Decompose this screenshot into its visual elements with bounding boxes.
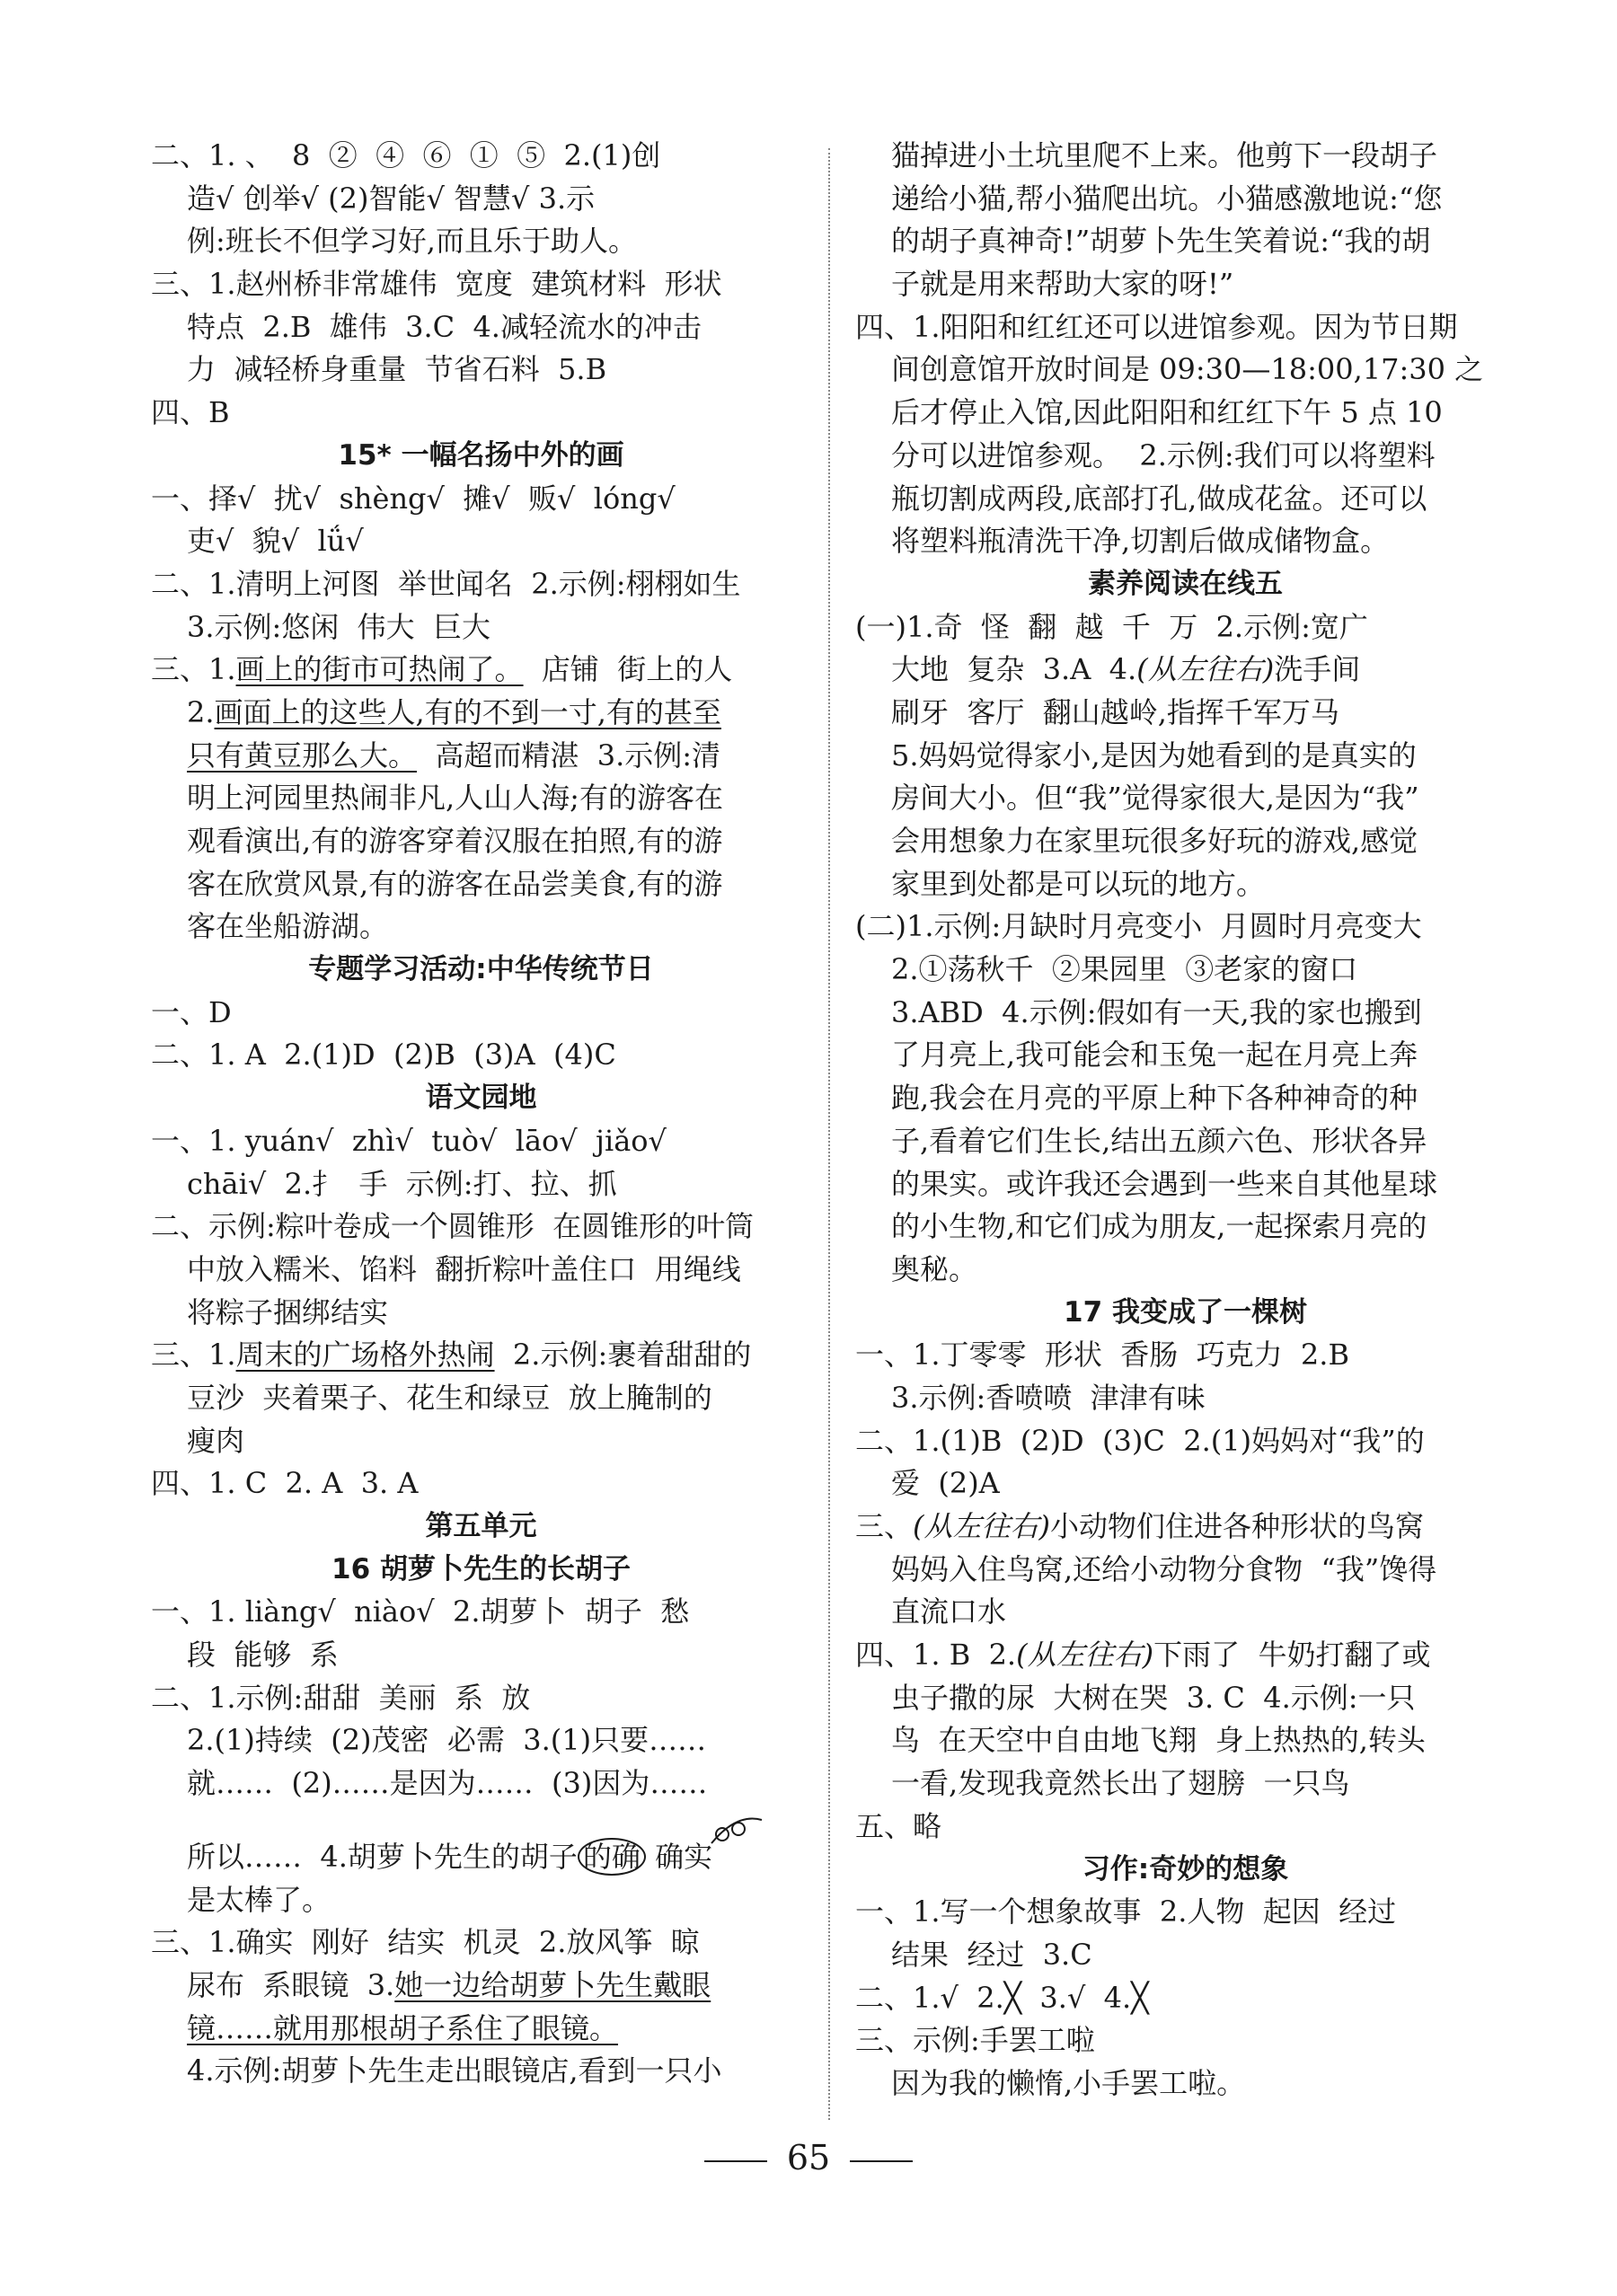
answer-line (151, 692, 811, 735)
underlined-text: 只有黄豆那么大。 (187, 737, 418, 773)
answer-line (151, 649, 811, 692)
underlined-text: 周末的广场格外热闹 (235, 1338, 495, 1373)
text-run: 店铺 街上的人 (523, 652, 733, 687)
italic-text: (从左往右) (1016, 1638, 1154, 1673)
answer-line: 子,看着它们生长,结出五颜六色、形状各异 (891, 1123, 1427, 1158)
answer-line: 直流口水 (891, 1594, 1007, 1629)
answer-line: 客在欣赏风景,有的游客在品尝美食,有的游 (187, 866, 723, 901)
answer-line: chāi√ 2.扌 手 示例:打、拉、抓 (187, 1166, 617, 1201)
section-heading: 16 胡萝卜先生的长胡子 (331, 1552, 631, 1585)
answer-line: 二、1. A 2.(1)D (2)B (3)A (4)C (151, 1038, 616, 1073)
answer-line: 二、1.√ 2.╳ 3.√ 4.╳ (855, 1980, 1149, 2015)
text-run: 下雨了 牛奶打翻了或 (1153, 1638, 1431, 1673)
answer-line: 分可以进馆参观。 2.示例:我们可以将塑料 (891, 437, 1436, 472)
text-run: 洗手间 (1274, 652, 1361, 687)
page-number (0, 2131, 1617, 2185)
answer-line: 瓶切割成两段,底部打孔,做成花盆。还可以 (891, 481, 1427, 516)
answer-line: 一、择√ 扰√ shèng√ 摊√ 贩√ lóng√ (151, 481, 676, 516)
answer-line: 特点 2.B 雄伟 3.C 4.减轻流水的冲击 (187, 309, 702, 344)
answer-line: 子就是用来帮助大家的呀!” (891, 267, 1234, 302)
answer-line: 三、示例:手罢工啦 (855, 2023, 1095, 2058)
answer-line: 三、1.确实 刚好 结实 机灵 2.放风筝 晾 (151, 1925, 700, 1960)
answer-line: 3.示例:悠闲 伟大 巨大 (187, 609, 491, 644)
text-run: 三、 (855, 1509, 914, 1543)
answer-line: 就…… (2)……是因为…… (3)因为…… (187, 1766, 708, 1801)
italic-text: (从左往右) (1136, 652, 1275, 687)
answer-line: 跑,我会在月亮的平原上种下各种神奇的种 (891, 1081, 1418, 1116)
answer-line: 虫子撒的尿 大树在哭 3. C 4.示例:一只 (891, 1680, 1416, 1715)
answer-line: 4.示例:胡萝卜先生走出眼镜店,看到一只小 (187, 2053, 722, 2088)
answer-line: 一、1. yuán√ zhì√ tuò√ lāo√ jiǎo√ (151, 1123, 667, 1158)
text-run: 高超而精湛 3.示例:清 (417, 737, 721, 773)
answer-line: 一、1.写一个想象故事 2.人物 起因 经过 (855, 1894, 1397, 1930)
answer-line: 造√ 创举√ (2)智能√ 智慧√ 3.示 (187, 181, 596, 216)
answer-line: 将粽子捆绑结实 (187, 1294, 389, 1329)
answer-line: 2.(1)持续 (2)茂密 必需 3.(1)只要…… (187, 1723, 707, 1758)
answer-line: 中放入糯米、馅料 翻折粽叶盖住口 用绳线 (187, 1251, 741, 1286)
answer-line: 四、B (151, 395, 230, 430)
answer-line: 二、1.清明上河图 举世闻名 2.示例:栩栩如生 (151, 566, 741, 601)
text-run: 2. (187, 694, 215, 729)
edit-mark-icon (710, 1813, 764, 1849)
answer-line: 2.①荡秋千 ②果园里 ③老家的窗口 (891, 952, 1358, 987)
answer-line: 后才停止入馆,因此阳阳和红红下午 5 点 10 (891, 395, 1443, 430)
answer-line: 五、略 (855, 1808, 942, 1843)
answer-line: 猫掉进小土坑里爬不上来。他剪下一段胡子 (891, 138, 1438, 172)
answer-line: 豆沙 夹着栗子、花生和绿豆 放上腌制的 (187, 1380, 712, 1415)
section-heading: 习作:奇妙的想象 (1082, 1852, 1289, 1885)
answer-line (855, 1634, 1515, 1677)
section-heading: 17 我变成了一棵树 (1064, 1295, 1307, 1329)
column-divider (828, 148, 832, 2120)
answer-line: 三、1.赵州桥非常雄伟 宽度 建筑材料 形状 (151, 267, 722, 302)
answer-line (151, 1334, 811, 1377)
answer-line: 3.示例:香喷喷 津津有味 (891, 1380, 1206, 1415)
text-run: 所以…… 4.胡萝卜先生的胡子 (187, 1839, 578, 1874)
answer-line: 3.ABD 4.示例:假如有一天,我的家也搬到 (891, 994, 1422, 1029)
left-column (151, 135, 811, 2093)
answer-line: 间创意馆开放时间是 09:30—18:00,17:30 之 (891, 352, 1484, 387)
right-column (855, 135, 1515, 2106)
answer-line: 四、1. C 2. A 3. A (151, 1466, 419, 1501)
answer-line: 例:班长不但学习好,而且乐于助人。 (187, 224, 637, 259)
answer-line: 二、示例:粽叶卷成一个圆锥形 在圆锥形的叶筒 (151, 1209, 755, 1244)
answer-line: 的胡子真神奇!”胡萝卜先生笑着说:“我的胡 (891, 224, 1431, 259)
section-heading: 15* 一幅名扬中外的画 (338, 438, 624, 472)
text-run: 尿布 系眼镜 3. (187, 1967, 395, 2002)
page-number-text: 65 (786, 2138, 831, 2177)
circled-text: 的确 (578, 1838, 646, 1876)
page-number-dash (850, 2160, 913, 2162)
answer-line: 二、1.示例:甜甜 美丽 系 放 (151, 1680, 531, 1715)
answer-line (855, 649, 1515, 692)
answer-line: 客在坐船游湖。 (187, 909, 389, 944)
answer-line: 将塑料瓶清洗干净,切割后做成储物盒。 (891, 524, 1390, 559)
answer-line: 一、1. liàng√ niào√ 2.胡萝卜 胡子 愁 (151, 1594, 690, 1629)
answer-line: 鸟 在天空中自由地飞翔 身上热热的,转头 (891, 1723, 1426, 1758)
underlined-text: 镜……就用那根胡子系住了眼镜。 (187, 2010, 619, 2045)
answer-line (855, 1506, 1515, 1549)
answer-line: 吏√ 貌√ lǘ√ (187, 524, 364, 559)
answer-line: 因为我的懒惰,小手罢工啦。 (891, 2065, 1246, 2100)
underlined-text: 画面上的这些人,有的不到一寸,有的甚至 (214, 694, 721, 729)
answer-line (151, 735, 811, 778)
answer-line: 一、D (151, 994, 232, 1029)
answer-line: 家里到处都是可以玩的地方。 (891, 866, 1266, 901)
answer-line: 观看演出,有的游客穿着汉服在拍照,有的游 (187, 824, 723, 858)
answer-line: 二、1. 、 8 ② ④ ⑥ ① ⑤ 2.(1)创 (151, 138, 661, 172)
text-run: 三、1. (151, 1338, 236, 1373)
answer-line: 5.妈妈觉得家小,是因为她看到的是真实的 (891, 737, 1417, 773)
answer-line: 奥秘。 (891, 1251, 978, 1286)
answer-line: 递给小猫,帮小猫爬出坑。小猫感激地说:“您 (891, 181, 1443, 216)
answer-line: 房间大小。但“我”觉得家很大,是因为“我” (891, 781, 1419, 816)
underlined-text: 她一边给胡萝卜先生戴眼 (394, 1967, 711, 2002)
answer-line: 的小生物,和它们成为朋友,一起探索月亮的 (891, 1209, 1427, 1244)
answer-line: 瘦肉 (187, 1423, 245, 1458)
answer-line: 的果实。或许我还会遇到一些来自其他星球 (891, 1166, 1438, 1201)
answer-line: 刷牙 客厅 翻山越岭,指挥千军万马 (891, 694, 1339, 729)
text-run: 小动物们住进各种形状的鸟窝 (1050, 1509, 1425, 1543)
answer-line: 四、1.阳阳和红红还可以进馆参观。因为节日期 (855, 309, 1458, 344)
section-heading: 专题学习活动:中华传统节日 (308, 953, 654, 986)
underlined-text: 画上的街市可热闹了。 (235, 652, 524, 687)
answer-line (151, 2008, 811, 2051)
answer-line: 力 减轻桥身重量 节省石料 5.B (187, 352, 607, 387)
answer-line: (一)1.奇 怪 翻 越 千 万 2.示例:宽广 (855, 609, 1368, 644)
answer-line: 一看,发现我竟然长出了翅膀 一只鸟 (891, 1766, 1350, 1801)
answer-line: 了月亮上,我可能会和玉兔一起在月亮上奔 (891, 1038, 1418, 1073)
answer-line: 明上河园里热闹非凡,人山人海;有的游客在 (187, 781, 723, 816)
section-heading: 语文园地 (425, 1082, 537, 1115)
answer-line: 段 能够 系 (187, 1638, 339, 1673)
answer-line: 一、1.丁零零 形状 香肠 巧克力 2.B (855, 1338, 1349, 1373)
section-heading: 素养阅读在线五 (1088, 567, 1283, 600)
answer-line: 二、1.(1)B (2)D (3)C 2.(1)妈妈对“我”的 (855, 1423, 1425, 1458)
text-run: 大地 复杂 3.A 4. (891, 652, 1137, 687)
text-run: 2.示例:裹着甜甜的 (494, 1338, 752, 1373)
italic-text: (从左往右) (913, 1509, 1050, 1543)
answer-line: 爱 (2)A (891, 1466, 1000, 1501)
text-run: 四、1. B 2. (855, 1638, 1017, 1673)
answer-line: 结果 经过 3.C (891, 1937, 1092, 1972)
text-run: 确实 (655, 1839, 713, 1874)
text-run: 三、1. (151, 652, 236, 687)
answer-line: 会用想象力在家里玩很多好玩的游戏,感觉 (891, 824, 1418, 858)
answer-line (151, 1965, 811, 2008)
unit-heading: 第五单元 (425, 1510, 537, 1542)
page-number-dash (704, 2160, 767, 2162)
answer-line: 妈妈入住鸟窝,还给小动物分食物 “我”馋得 (891, 1551, 1437, 1586)
answer-line: (二)1.示例:月缺时月亮变小 月圆时月亮变大 (855, 909, 1422, 944)
answer-line: 是太棒了。 (187, 1882, 331, 1917)
